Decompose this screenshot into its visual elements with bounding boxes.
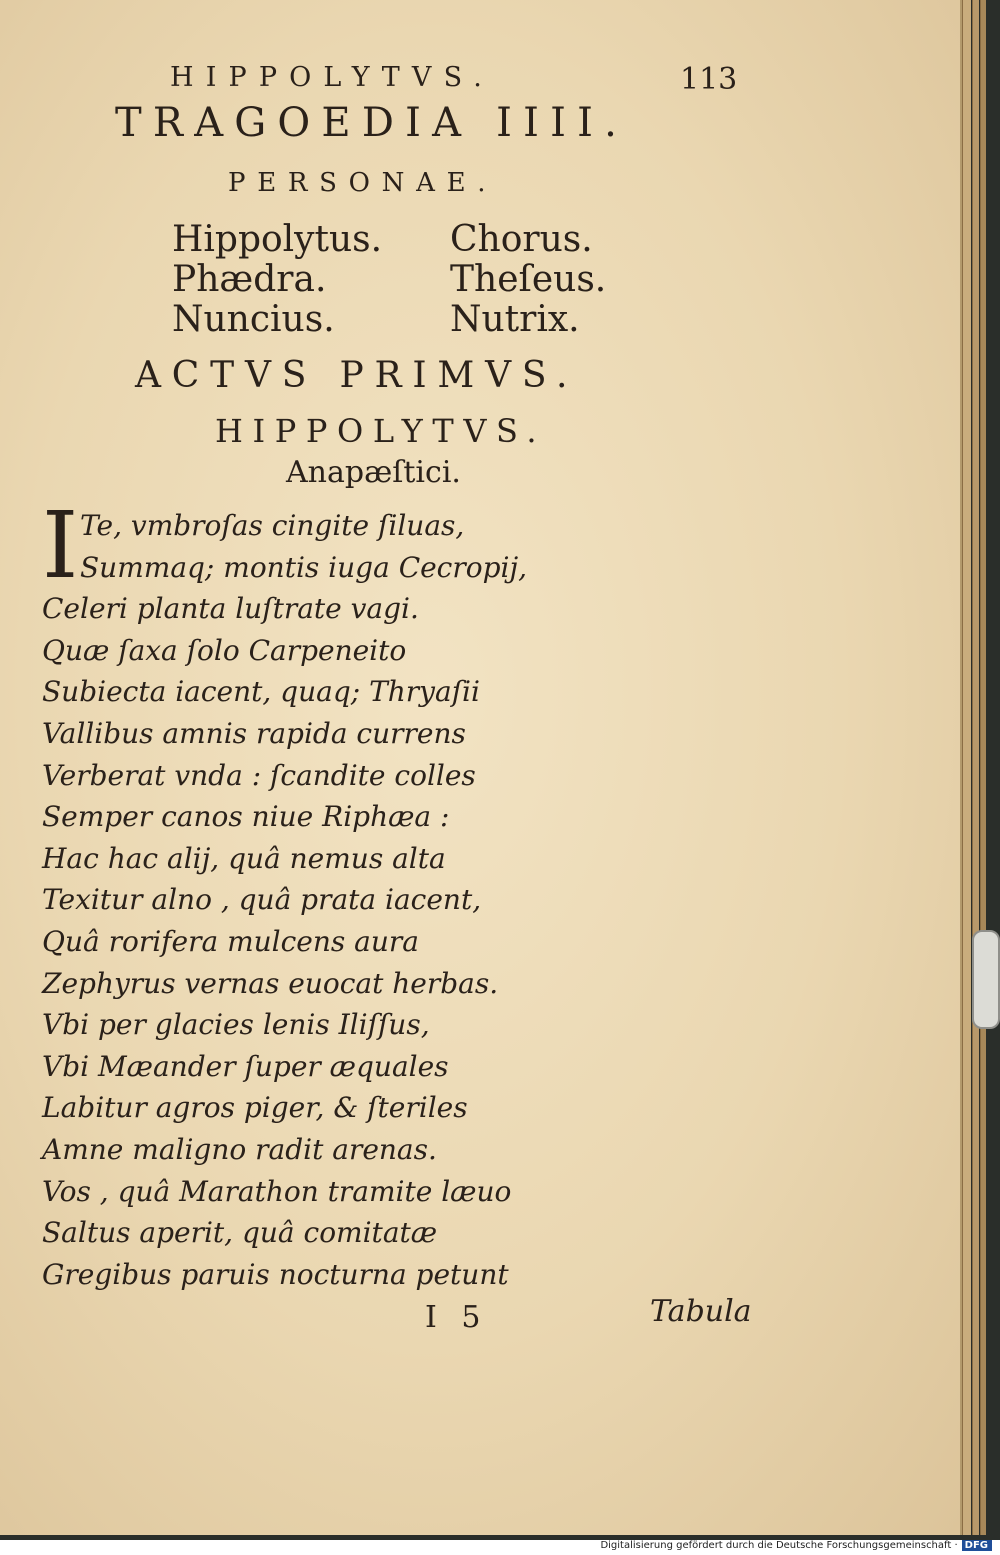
cast-name: Hippolytus. — [172, 219, 383, 260]
cast-name: Theſeus. — [450, 259, 607, 300]
running-title: HIPPOLYTVS. — [170, 62, 494, 93]
personae-heading: PERSONAE. — [228, 168, 498, 198]
page-number: 113 — [680, 62, 738, 97]
meter-label: Anapæſtici. — [286, 455, 461, 490]
verse-line: Subiecta iacent, quaq; Thryaſii — [42, 675, 480, 709]
verse-line: Saltus aperit, quâ comitatæ — [42, 1216, 438, 1250]
verse-line: Vbi per glacies lenis Iliſſus, — [42, 1008, 430, 1042]
cast-name: Phædra. — [172, 259, 327, 300]
page-edge — [980, 0, 986, 1535]
verse-line: Labitur agros piger, & ſteriles — [42, 1091, 468, 1125]
cast-column-2 — [450, 220, 606, 340]
verse-line: Zephyrus vernas euocat herbas. — [42, 966, 499, 1000]
play-title: TRAGOEDIA IIII. — [115, 100, 629, 146]
page-clip — [972, 930, 1000, 1029]
page-edge — [972, 0, 979, 1535]
drop-cap: I — [42, 492, 79, 599]
verse-line: Semper canos niue Riphæa : — [42, 800, 450, 834]
digitization-footer — [0, 1540, 1000, 1555]
verse-line: Vallibus amnis rapida currens — [42, 716, 466, 750]
verse-block — [42, 492, 642, 1295]
verse-line: Gregibus paruis nocturna petunt — [42, 1257, 509, 1291]
act-heading: ACTVS PRIMVS. — [135, 355, 579, 396]
page-edge — [962, 0, 971, 1535]
verse-line: Texitur alno , quâ prata iacent, — [42, 883, 482, 917]
verse-line: Vos , quâ Marathon tramite læuo — [42, 1174, 512, 1208]
verse-line: Summaq; montis iuga Cecropij, — [80, 550, 528, 584]
cast-column-1 — [172, 220, 382, 340]
verse-line: Quæ ſaxa ſolo Carpeneito — [42, 633, 407, 667]
cast-name: Chorus. — [450, 219, 593, 260]
verse-line: Verberat vnda : ſcandite colles — [42, 758, 476, 792]
dfg-logo: DFG — [962, 1540, 992, 1551]
verse-line: Hac hac alij, quâ nemus alta — [42, 841, 446, 875]
cast-name: Nuncius. — [172, 299, 335, 340]
cast-name: Nutrix. — [450, 299, 580, 340]
verse-line: Quâ rorifera mulcens aura — [42, 924, 419, 958]
catchword: Tabula — [650, 1294, 752, 1329]
verse-line: Celeri planta luſtrate vagi. — [42, 592, 419, 626]
speaker-heading: HIPPOLYTVS. — [215, 412, 547, 450]
signature-mark: I 5 — [425, 1300, 488, 1335]
verse-line: Te, vmbroſas cingite ſiluas, — [80, 509, 465, 542]
verse-line: Vbi Mæander ſuper æquales — [42, 1049, 449, 1083]
footer-credit: Digitalisierung gefördert durch die Deutsche Forschungsgemeinschaft · — [600, 1540, 958, 1551]
verse-line: Amne maligno radit arenas. — [42, 1132, 437, 1166]
